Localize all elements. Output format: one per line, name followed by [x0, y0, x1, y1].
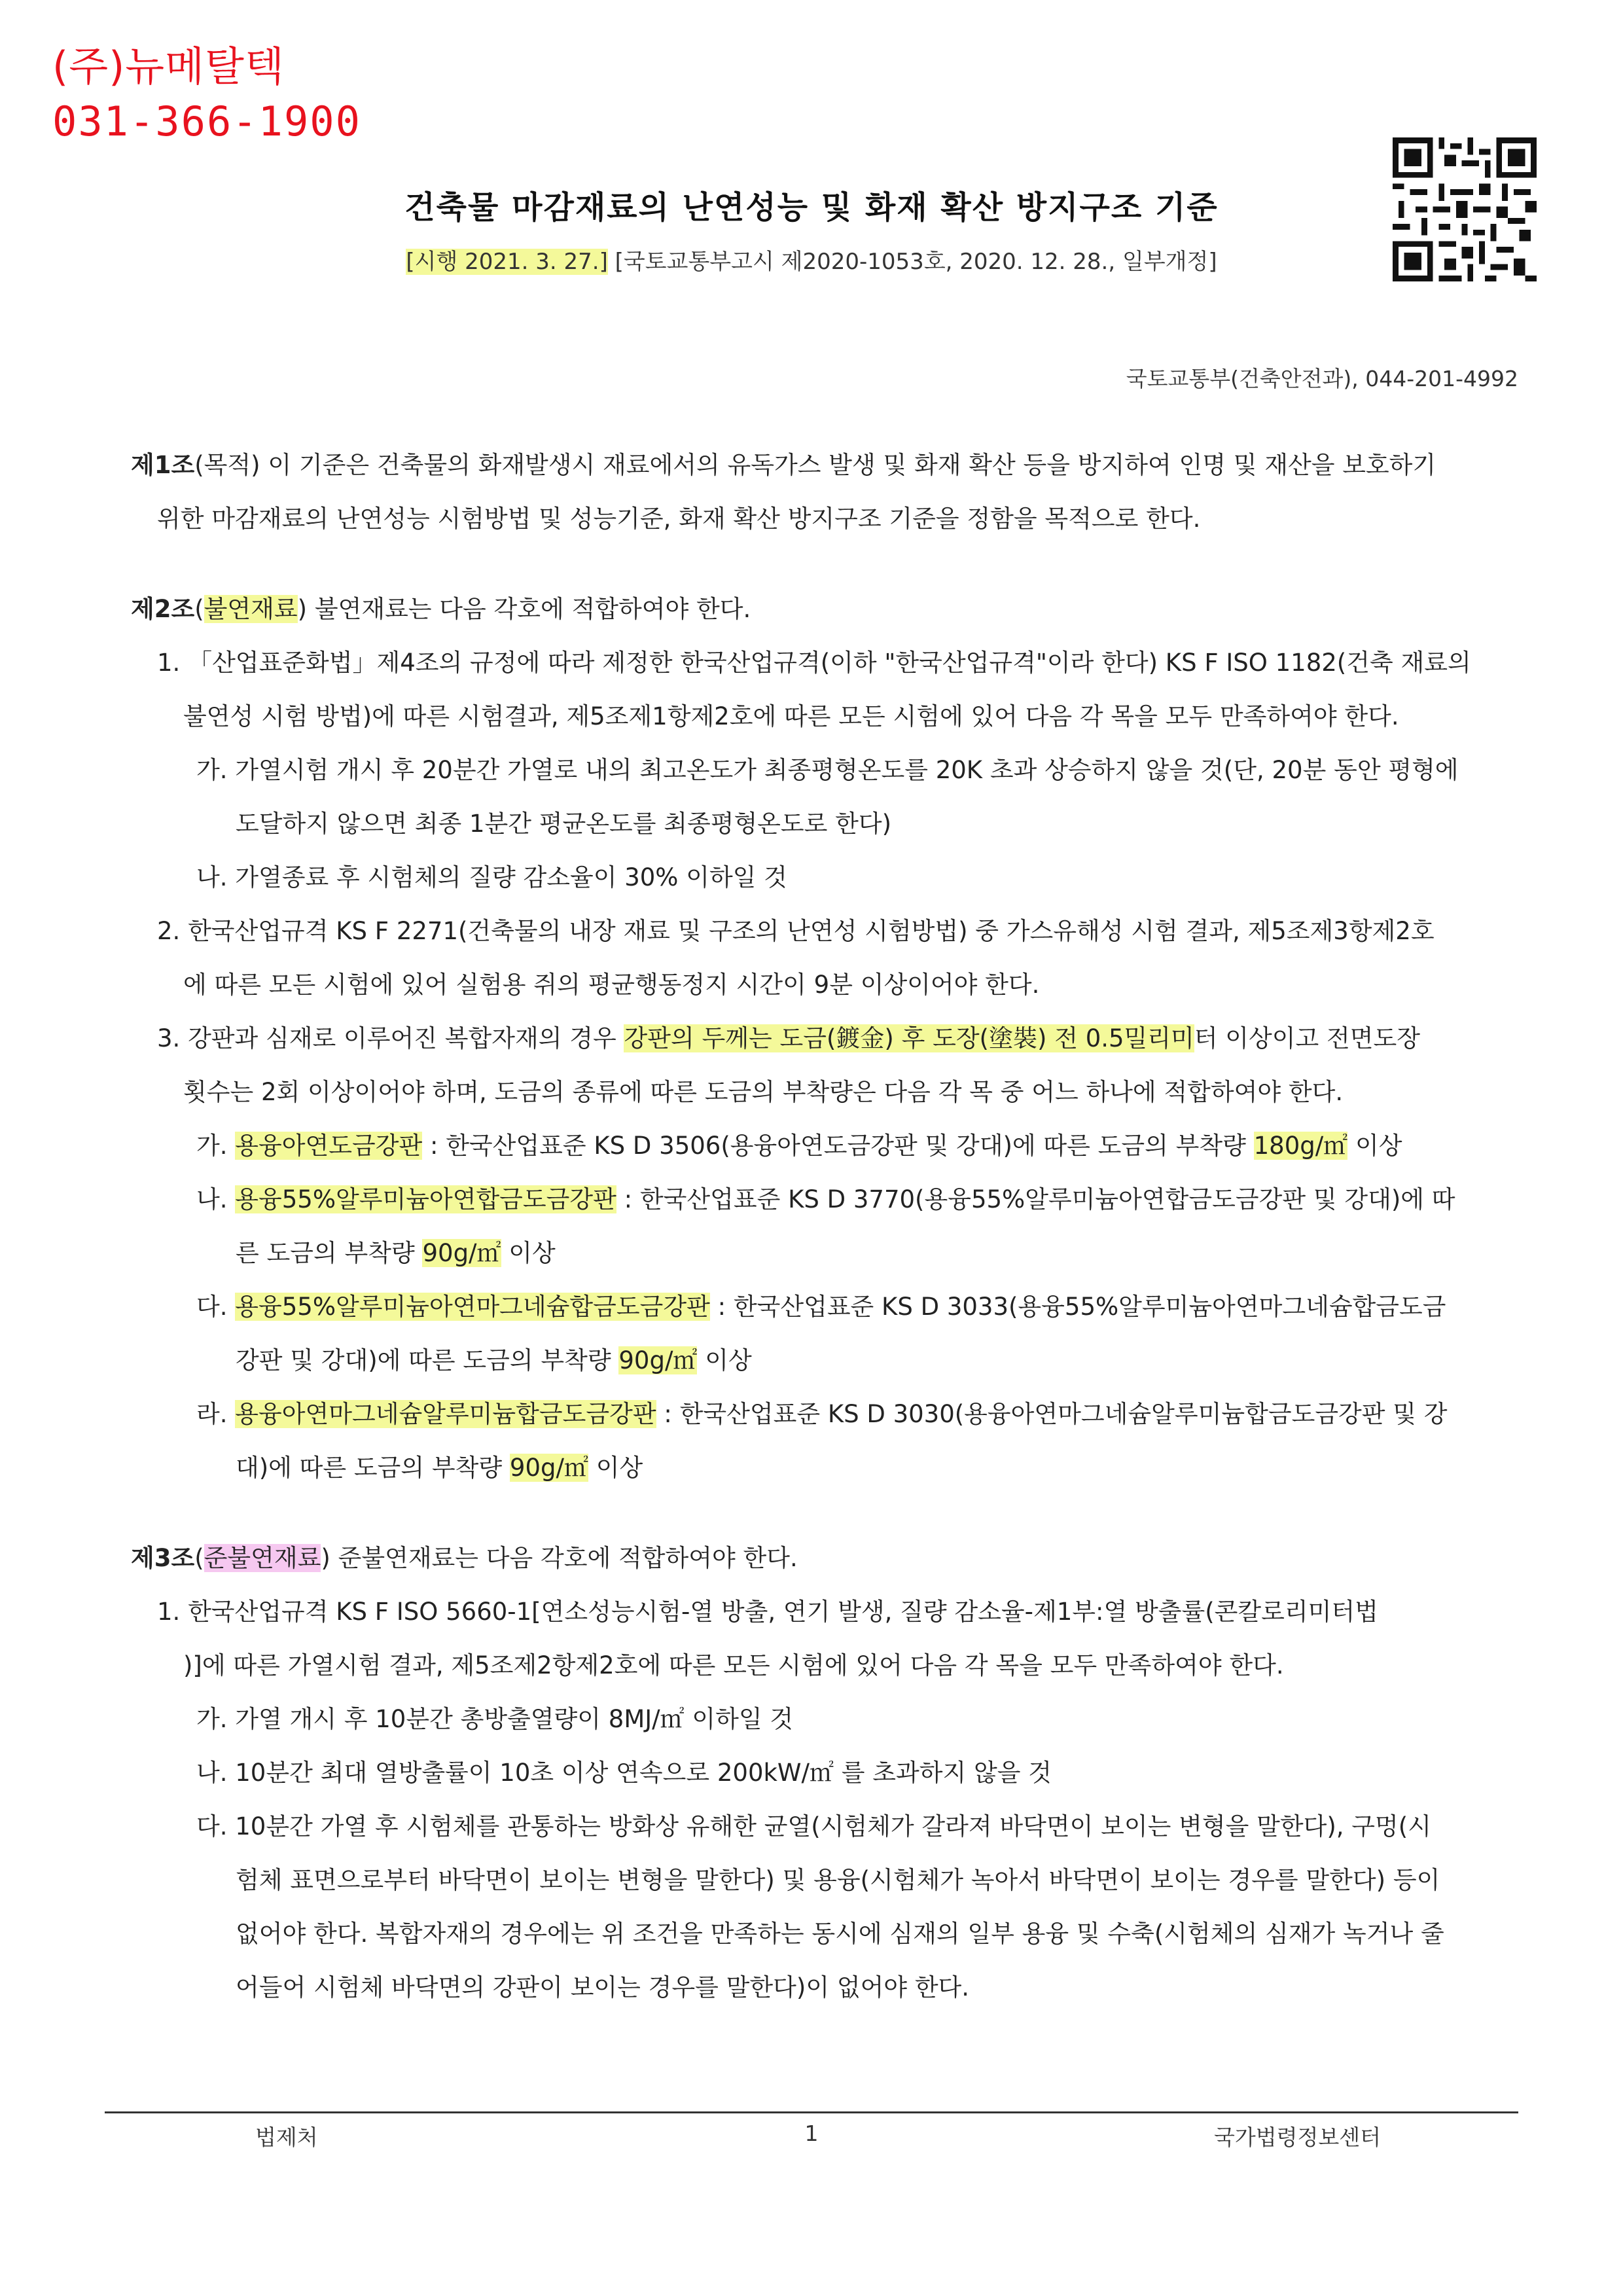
- article-topic: (목적): [194, 451, 260, 479]
- company-phone: 031-366-1900: [52, 98, 361, 145]
- text: 른 도금의 부착량: [236, 1239, 423, 1267]
- sub-item-cont: 어들어 시험체 바닥면의 강판이 보이는 경우를 말한다)이 없어야 한다.: [236, 1973, 970, 2001]
- article-number: 제2조: [131, 595, 195, 623]
- sub-item-cont: [131, 1227, 1525, 1280]
- article-number: 제3조: [131, 1544, 195, 1572]
- paren: ): [321, 1544, 330, 1572]
- sub-item-cont: [131, 1334, 1525, 1388]
- text: 나.: [196, 1185, 236, 1213]
- notice-info: [국토교통부고시 제2020-1053호, 2020. 12. 28., 일부개정]: [607, 249, 1217, 275]
- sub-item-cont: 험체 표면으로부터 바닥면이 보이는 변형을 말한다) 및 용융(시험체가 녹아서 바닥면이 보이는 경우를 말한다) 등이: [236, 1866, 1440, 1894]
- text: : 한국산업표준 KS D 3030(용융아연마그네슘알루미늄합금도금강판 및 강: [656, 1400, 1448, 1428]
- highlight: 90g/㎡: [509, 1454, 588, 1482]
- sub-item: [131, 1388, 1525, 1441]
- text: 3. 강판과 심재로 이루어진 복합자재의 경우: [157, 1024, 624, 1052]
- effective-date: [시행 2021. 3. 27.]: [406, 249, 608, 275]
- list-item: 1. 「산업표준화법」제4조의 규정에 따라 제정한 한국산업규격(이하 "한국산업규격"이라 한다) KS F ISO 1182(건축 재료의: [157, 649, 1471, 677]
- list-item-cont: 횟수는 2회 이상이어야 하며, 도금의 종류에 따른 도금의 부착량은 다음 각 목 중 어느 하나에 적합하여야 한다.: [183, 1078, 1344, 1106]
- company-name: (주)뉴메탈텍: [52, 43, 285, 90]
- article-1-line-2: 위한 마감재료의 난연성능 시험방법 및 성능기준, 화재 확산 방지구조 기준을 정함을 목적으로 한다.: [157, 505, 1201, 533]
- sub-item: 나. 10분간 최대 열방출률이 10초 이상 연속으로 200kW/㎡ 를 초과하지 않을 것: [196, 1759, 1052, 1787]
- text: 이상: [697, 1346, 752, 1374]
- page-number: 1: [804, 2121, 819, 2146]
- list-item-cont: 에 따른 모든 시험에 있어 실험용 쥐의 평균행동정지 시간이 9분 이상이어야 한다.: [183, 971, 1040, 999]
- article-topic: 불연재료: [204, 595, 298, 623]
- document-title: 건축물 마감재료의 난연성능 및 화재 확산 방지구조 기준: [404, 189, 1219, 226]
- list-item: 2. 한국산업규격 KS F 2271(건축물의 내장 재료 및 구조의 난연성 시험방법) 중 가스유해성 시험 결과, 제5조제3항제2호: [157, 917, 1435, 945]
- company-stamp: [52, 39, 361, 149]
- text: : 한국산업표준 KS D 3506(용융아연도금강판 및 강대)에 따른 도금의 부착량: [422, 1132, 1254, 1160]
- sub-item: 다. 10분간 가열 후 시험체를 관통하는 방화상 유해한 균열(시험체가 갈라져 바닥면이 보이는 변형을 말한다), 구멍(시: [196, 1812, 1431, 1840]
- article-2-heading: [131, 583, 1525, 636]
- text: 이상: [1347, 1132, 1402, 1160]
- article-text: 준불연재료는 다음 각호에 적합하여야 한다.: [330, 1544, 798, 1572]
- footer-publisher: 국가법령정보센터: [1213, 2125, 1381, 2150]
- text: 이상: [501, 1239, 556, 1267]
- text: 가.: [196, 1132, 236, 1160]
- sub-item: [131, 1119, 1525, 1173]
- highlight: 강판의 두께는 도금(鍍金) 후 도장(塗裝) 전 0.5밀리미: [624, 1024, 1194, 1052]
- footer-divider: [105, 2111, 1518, 2113]
- article-2: [131, 583, 1525, 1495]
- text: 다.: [196, 1293, 236, 1321]
- highlight: 용융아연마그네슘알루미늄합금도금강판: [235, 1400, 656, 1428]
- document-body: [131, 439, 1525, 2015]
- highlight: 180g/㎡: [1253, 1132, 1348, 1160]
- sub-item: 나. 가열종료 후 시험체의 질량 감소율이 30% 이하일 것: [196, 863, 787, 891]
- paren: ): [297, 595, 308, 623]
- list-item: [131, 1012, 1525, 1066]
- article-3-heading: [131, 1532, 1525, 1585]
- paren: (: [194, 1544, 204, 1572]
- text: 터 이상이고 전면도장: [1194, 1024, 1420, 1052]
- sub-item-cont: [131, 1441, 1525, 1495]
- text: 강판 및 강대)에 따른 도금의 부착량: [236, 1346, 619, 1374]
- footer-source: 법제처: [255, 2125, 318, 2150]
- sub-item: 가. 가열시험 개시 후 20분간 가열로 내의 최고온도가 최종평형온도를 20K 초과 상승하지 않을 것(단, 20분 동안 평형에: [196, 756, 1459, 784]
- highlight: 용융55%알루미늄아연합금도금강판: [235, 1185, 616, 1213]
- list-item-cont: )]에 따른 가열시험 결과, 제5조제2항제2호에 따른 모든 시험에 있어 다음 각 목을 모두 만족하여야 한다.: [183, 1651, 1284, 1679]
- text: : 한국산업표준 KS D 3770(용융55%알루미늄아연합금도금강판 및 강대)에 따: [616, 1185, 1455, 1213]
- highlight: 90g/㎡: [422, 1239, 501, 1267]
- sub-item-cont: 없어야 한다. 복합자재의 경우에는 위 조건을 만족하는 동시에 심재의 일부 용융 및 수축(시험체의 심재가 녹거나 줄: [236, 1920, 1444, 1948]
- article-1-line-1: [131, 439, 1525, 492]
- list-item: 1. 한국산업규격 KS F ISO 5660-1[연소성능시험-열 방출, 연기 발생, 질량 감소율-제1부:열 방출률(콘칼로리미터법: [157, 1598, 1378, 1626]
- article-number: 제1조: [131, 451, 195, 479]
- department-contact: 국토교통부(건축안전과), 044-201-4992: [1126, 366, 1518, 391]
- article-text: 이 기준은 건축물의 화재발생시 재료에서의 유독가스 발생 및 화재 확산 등을 방지하여 인명 및 재산을 보호하기: [260, 451, 1436, 479]
- sub-item-cont: 도달하지 않으면 최종 1분간 평균온도를 최종평형온도로 한다): [236, 810, 892, 838]
- article-topic: 준불연재료: [204, 1544, 321, 1572]
- text: 대)에 따른 도금의 부착량: [236, 1454, 510, 1482]
- text: 이상: [588, 1454, 643, 1482]
- highlight: 용융아연도금강판: [235, 1132, 423, 1160]
- text: : 한국산업표준 KS D 3033(용융55%알루미늄아연마그네슘합금도금: [709, 1293, 1446, 1321]
- highlight: 용융55%알루미늄아연마그네슘합금도금강판: [235, 1293, 710, 1321]
- sub-item: [131, 1280, 1525, 1334]
- document-subtitle: [0, 243, 1623, 276]
- paren: (: [194, 595, 204, 623]
- article-1: [131, 439, 1525, 546]
- article-3: [131, 1532, 1525, 2015]
- text: 라.: [196, 1400, 236, 1428]
- sub-item: 가. 가열 개시 후 10분간 총방출열량이 8MJ/㎡ 이하일 것: [196, 1705, 794, 1733]
- article-text: 불연재료는 다음 각호에 적합하여야 한다.: [307, 595, 751, 623]
- sub-item: [131, 1173, 1525, 1227]
- highlight: 90g/㎡: [618, 1346, 698, 1374]
- list-item-cont: 불연성 시험 방법)에 따른 시험결과, 제5조제1항제2호에 따른 모든 시험에 있어 다음 각 목을 모두 만족하여야 한다.: [183, 702, 1399, 730]
